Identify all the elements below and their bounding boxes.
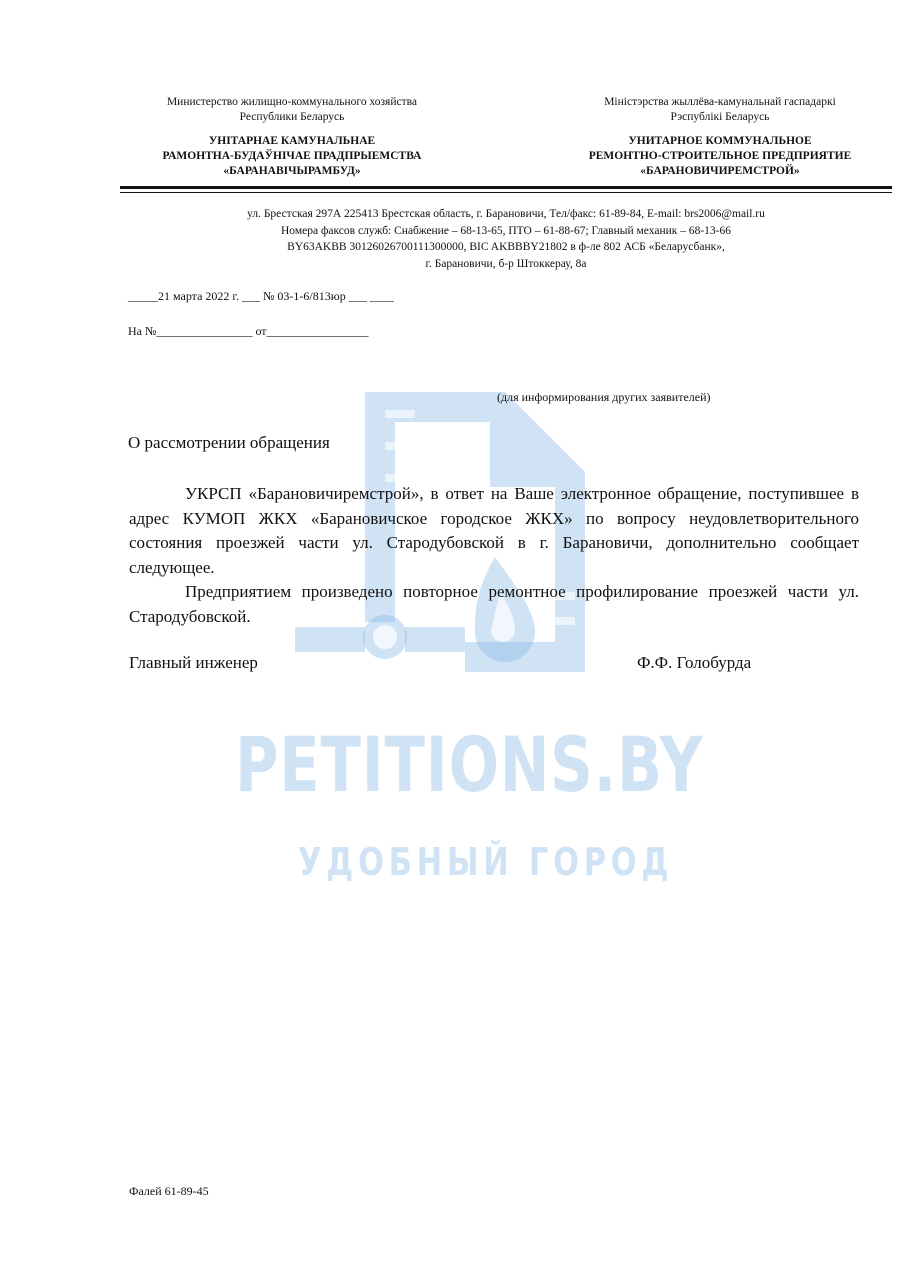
body-paragraph: УКРСП «Барановичиремстрой», в ответ на Ваше электронное обращение, поступившее в адрес КУМОП ЖКХ «Барановичское городское ЖКХ» по вопросу неудовлетворительного состояния проезжей части ул. Стародубовской в г. Барановичи, дополнительно сообщает следующее.	[129, 484, 859, 577]
org-name-ru: УНИТАРНОЕ КОММУНАЛЬНОЕ РЕМОНТНО-СТРОИТЕЛЬНОЕ ПРЕДПРИЯТИЕ «БАРАНОВИЧИРЕМСТРОЙ»	[588, 135, 852, 177]
header-divider-thick	[120, 186, 892, 189]
letter-body	[129, 482, 859, 629]
header-left	[97, 95, 487, 179]
contact-address: ул. Брестская 297А 225413 Брестская область, г. Барановичи, Тел/факс: 61-89-84, E-mail: brs2006@mail.ru	[247, 208, 765, 220]
ministry-name-ru: Министерство жилищно-коммунального хозяйства Республики Беларусь	[166, 96, 418, 123]
contact-details	[120, 206, 892, 272]
body-paragraph: Предприятием произведено повторное ремонтное профилирование проезжей части ул. Стародубовской.	[129, 582, 859, 626]
watermark-tagline: УДОБНЫЙ ГОРОД	[298, 840, 674, 884]
executor-footer: Фалей 61-89-45	[129, 1184, 209, 1198]
signatory-name: Ф.Ф. Голобурда	[637, 653, 752, 672]
letter-subject: О рассмотрении обращения	[128, 433, 330, 452]
contact-fax-numbers: Номера факсов служб: Снабжение – 68-13-65, ПТО – 61-88-67; Главный механик – 68-13-66	[281, 224, 731, 237]
header-divider-thin	[120, 192, 892, 193]
ministry-name-by: Міністэрства жыллёва-камунальнай гаспадаркі Рэспублікі Беларусь	[604, 96, 836, 123]
contact-bank: BY63AKBB 30126026700111300000, BIC AKBBBY21802 в ф-ле 802 АСБ «Беларусбанк»,	[287, 241, 725, 253]
header-right	[525, 95, 905, 179]
distribution-note: (для информирования других заявителей)	[497, 390, 711, 404]
reference-number: На №________________ от_________________	[128, 324, 369, 338]
signatory-position: Главный инженер	[129, 653, 258, 672]
date-and-number: _____21 марта 2022 г. ___ № 03-1-6/813юр ___ ____	[128, 289, 394, 303]
org-name-by: УНІТАРНАЕ КАМУНАЛЬНАЕ РАМОНТНА-БУДАЎНІЧАЕ ПРАДПРЫЕМСТВА «БАРАНАВІЧЫРАМБУД»	[162, 135, 422, 177]
watermark-brand: PETITIONS.BY	[235, 720, 704, 809]
contact-bank-address: г. Барановичи, б-р Штоккерау, 8а	[425, 257, 587, 270]
